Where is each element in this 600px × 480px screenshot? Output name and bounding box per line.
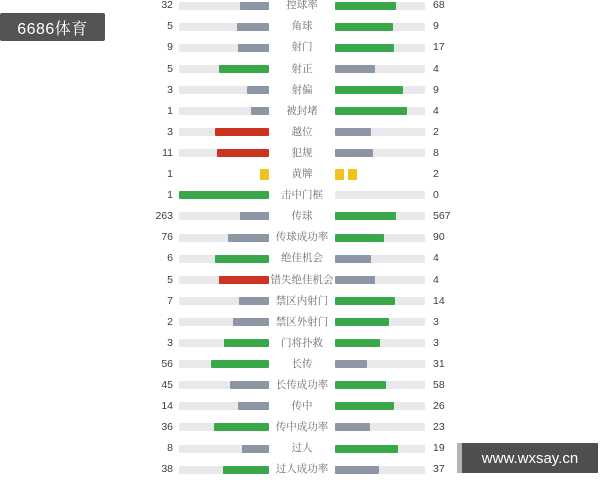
home-value: 5 [167,62,173,75]
away-value: 4 [433,62,439,75]
home-bar [179,2,269,10]
stat-row [0,37,600,58]
away-bar [335,360,425,368]
watermark-badge: 6686体育 [0,13,105,41]
home-bar [179,128,269,136]
away-value: 9 [433,83,439,96]
away-bar [335,381,425,389]
stat-label: 黄牌 [291,168,313,181]
home-bar [179,44,269,52]
away-bar-fill [335,86,403,94]
away-bar [335,23,425,31]
stat-row [0,227,600,248]
home-bar-fill [238,44,269,52]
home-value: 45 [161,378,173,391]
away-value: 8 [433,146,439,159]
home-bar [179,191,269,199]
home-value: 38 [161,463,173,476]
home-bar [179,360,269,368]
home-value: 3 [167,125,173,138]
home-bar [179,318,269,326]
home-bar [179,234,269,242]
away-bar [335,212,425,220]
home-bar-fill [217,149,269,157]
away-bar [335,44,425,52]
away-bar [335,149,425,157]
stat-row [0,290,600,311]
away-bar-fill [335,360,367,368]
stat-label: 传中成功率 [275,421,329,434]
stat-label: 射正 [291,62,313,75]
away-bar-fill [335,445,398,453]
stat-row [0,375,600,396]
away-bar-fill [335,381,386,389]
away-bar-fill [335,276,375,284]
home-bar [179,23,269,31]
away-bar-fill [335,255,371,263]
stat-label: 被封堵 [286,104,318,117]
home-value: 1 [167,104,173,117]
away-bar [335,107,425,115]
away-bar-fill [335,44,394,52]
home-value: 263 [155,210,173,223]
away-value: 2 [433,168,439,181]
away-value: 68 [433,0,445,12]
stat-label: 绝佳机会 [281,252,323,265]
away-bar-fill [335,318,389,326]
away-bar [335,255,425,263]
away-bar-fill [335,466,379,474]
away-bar-fill [335,297,395,305]
home-bar [179,86,269,94]
away-value: 3 [433,336,439,349]
away-bar-fill [335,234,384,242]
stat-label: 过人成功率 [275,463,329,476]
home-bar-fill [240,2,269,10]
home-value: 6 [167,252,173,265]
stat-row [0,185,600,206]
home-bar-fill [247,86,270,94]
home-value: 76 [161,231,173,244]
home-bar-fill [179,191,269,199]
away-value: 90 [433,231,445,244]
home-bar-fill [223,466,269,474]
away-bar [335,234,425,242]
stat-label: 错失绝佳机会 [270,273,334,286]
stat-row [0,269,600,290]
home-bar-fill [215,128,269,136]
away-bar [335,86,425,94]
away-value: 17 [433,41,445,54]
stat-label: 禁区外射门 [275,315,329,328]
away-value: 4 [433,104,439,117]
yellow-card-icon [348,169,357,180]
away-bar-fill [335,107,407,115]
home-bar-fill [237,23,269,31]
stat-label: 禁区内射门 [275,294,329,307]
home-value: 8 [167,442,173,455]
stat-row [0,396,600,417]
stat-label: 射门 [291,41,313,54]
home-bar-fill [230,381,269,389]
stat-label: 传球成功率 [275,231,329,244]
away-bar-fill [335,128,371,136]
home-value: 36 [161,421,173,434]
home-bar-fill [214,423,269,431]
home-value: 11 [162,146,173,159]
home-bar-fill [215,255,269,263]
stat-label: 角球 [291,20,313,33]
away-value: 9 [433,20,439,33]
away-value: 58 [433,378,445,391]
stat-row [0,354,600,375]
away-value: 31 [433,357,445,370]
home-bar-fill [224,339,269,347]
home-bar-fill [239,297,269,305]
stat-row [0,417,600,438]
stat-row [0,0,600,16]
stat-label: 传中 [291,400,313,413]
stat-label: 击中门框 [281,189,323,202]
stat-label: 过人 [291,442,313,455]
home-value: 7 [167,294,173,307]
home-bar [179,149,269,157]
away-bar-fill [335,423,370,431]
home-bar [179,212,269,220]
away-bar-fill [335,339,380,347]
stat-row [0,143,600,164]
home-bar-fill [251,107,269,115]
home-value: 9 [167,41,173,54]
stat-label: 射偏 [291,83,313,96]
home-value: 5 [167,273,173,286]
stat-label: 越位 [291,125,313,138]
stat-label: 犯规 [291,146,313,159]
home-bar [179,423,269,431]
away-bar [335,318,425,326]
away-value: 0 [433,189,439,202]
away-bar-fill [335,65,375,73]
away-value: 4 [433,273,439,286]
yellow-card-icon [335,169,344,180]
home-bar-fill [219,276,269,284]
stat-row [0,248,600,269]
away-value: 4 [433,252,439,265]
away-value: 2 [433,125,439,138]
away-bar [335,423,425,431]
away-bar [335,128,425,136]
home-value: 1 [167,189,173,202]
home-bar [179,255,269,263]
home-bar [179,339,269,347]
home-bar-fill [228,234,269,242]
home-bar-fill [242,445,269,453]
home-bar-fill [233,318,269,326]
away-value: 14 [433,294,445,307]
away-bar [335,339,425,347]
away-bar [335,191,425,199]
home-value: 14 [161,400,173,413]
home-bar [179,276,269,284]
stat-row [0,122,600,143]
away-bar [335,170,425,178]
away-value: 3 [433,315,439,328]
stat-row [0,333,600,354]
away-bar-fill [335,212,396,220]
away-bar-fill [335,2,396,10]
home-bar [179,466,269,474]
stat-label: 传球 [291,210,313,223]
home-bar-fill [211,360,269,368]
home-bar [179,297,269,305]
home-value: 3 [167,83,173,96]
home-bar [179,170,269,178]
yellow-card-icon [260,169,269,180]
stat-row [0,164,600,185]
home-bar [179,65,269,73]
away-bar [335,276,425,284]
away-value: 23 [433,421,445,434]
stat-label: 长传 [291,357,313,370]
home-value: 56 [161,357,173,370]
stat-row [0,311,600,332]
home-value: 32 [161,0,173,12]
away-bar [335,2,425,10]
away-value: 37 [433,463,445,476]
away-bar [335,445,425,453]
home-bar [179,107,269,115]
stat-label: 控球率 [286,0,318,12]
home-bar-fill [238,402,270,410]
home-bar-fill [219,65,269,73]
stat-row [0,58,600,79]
away-bar-fill [335,402,394,410]
away-bar-fill [335,23,393,31]
stat-label: 长传成功率 [275,378,329,391]
away-bar [335,65,425,73]
stat-row [0,79,600,100]
away-value: 26 [433,400,445,413]
home-bar [179,445,269,453]
home-bar [179,402,269,410]
away-bar [335,402,425,410]
away-value: 567 [433,210,451,223]
home-bar-fill [240,212,269,220]
home-value: 1 [167,168,173,181]
stat-row [0,100,600,121]
away-bar [335,297,425,305]
home-value: 2 [167,315,173,328]
stat-row [0,206,600,227]
home-value: 5 [167,20,173,33]
away-bar-fill [335,149,373,157]
site-url-badge: www.wxsay.cn [457,443,598,473]
stat-row [0,16,600,37]
away-value: 19 [433,442,445,455]
away-bar [335,466,425,474]
home-bar [179,381,269,389]
stat-label: 门将扑救 [281,336,323,349]
home-value: 3 [167,336,173,349]
